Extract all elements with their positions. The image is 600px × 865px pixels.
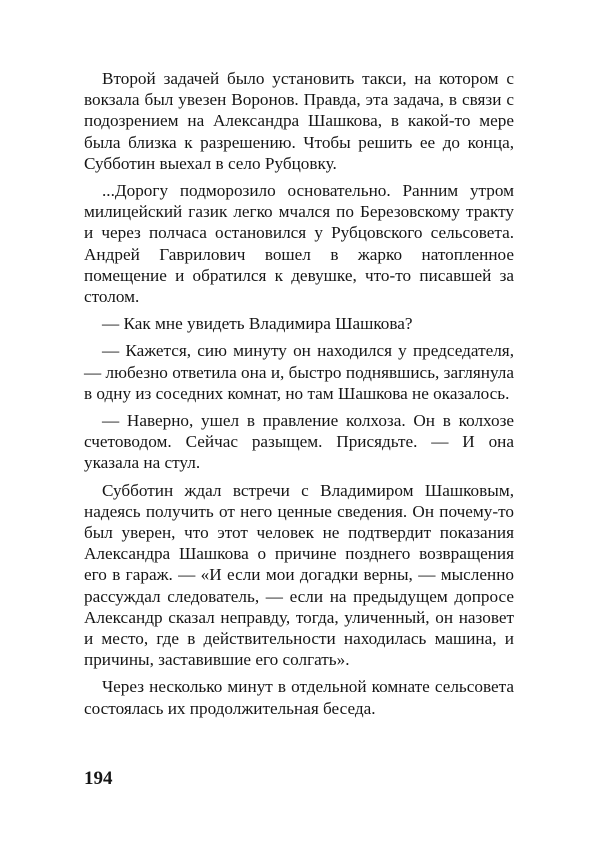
dialogue-line: — Наверно, ушел в правление колхоза. Он в колхозе счетоводом. Сейчас разыщем. Присядьте. — И она указала на стул. (84, 411, 514, 473)
dialogue-line: — Кажется, сию минуту он находился у председателя, — любезно ответила она и, быстро поднявшись, заглянула в одну из соседних комнат, но там Шашкова не оказалось. (84, 341, 514, 403)
paragraph: Субботин ждал встречи с Владимиром Шашковым, надеясь получить от него ценные сведения. Он почему-то был уверен, что этот человек не подтвердит показания Александра Шашкова о причине позднего возвращения его в гараж. — «И если мои догадки верны, — мысленно рассуждал следователь, — если на предыдущем допросе Александр сказал неправду, тогда, уличенный, он назовет и место, где в действительности находилась машина, и причины, заставившие его солгать». (84, 480, 514, 670)
dialogue-line: — Как мне увидеть Владимира Шашкова? (102, 314, 413, 334)
paragraph: ...Дорогу подморозило основательно. Ранним утром милицейский газик легко мчался по Березовскому тракту и через полчаса остановился у Рубцовского сельсовета. Андрей Гаврилович вошел в жарко натопленное помещение и обратился к девушке, что-то писавшей за столом. (84, 181, 514, 307)
page-number: 194 (84, 768, 113, 789)
paragraph: Через несколько минут в отдельной комнате сельсовета состоялась их продолжительная беседа. (84, 677, 514, 718)
paragraph: Второй задачей было установить такси, на котором с вокзала был увезен Воронов. Правда, эта задача, в связи с подозрением на Александра Шашкова, в какой-то мере была близка к разрешению. Чтобы решить ее до конца, Субботин выехал в село Рубцовку. (84, 69, 514, 173)
page-body (84, 68, 514, 725)
